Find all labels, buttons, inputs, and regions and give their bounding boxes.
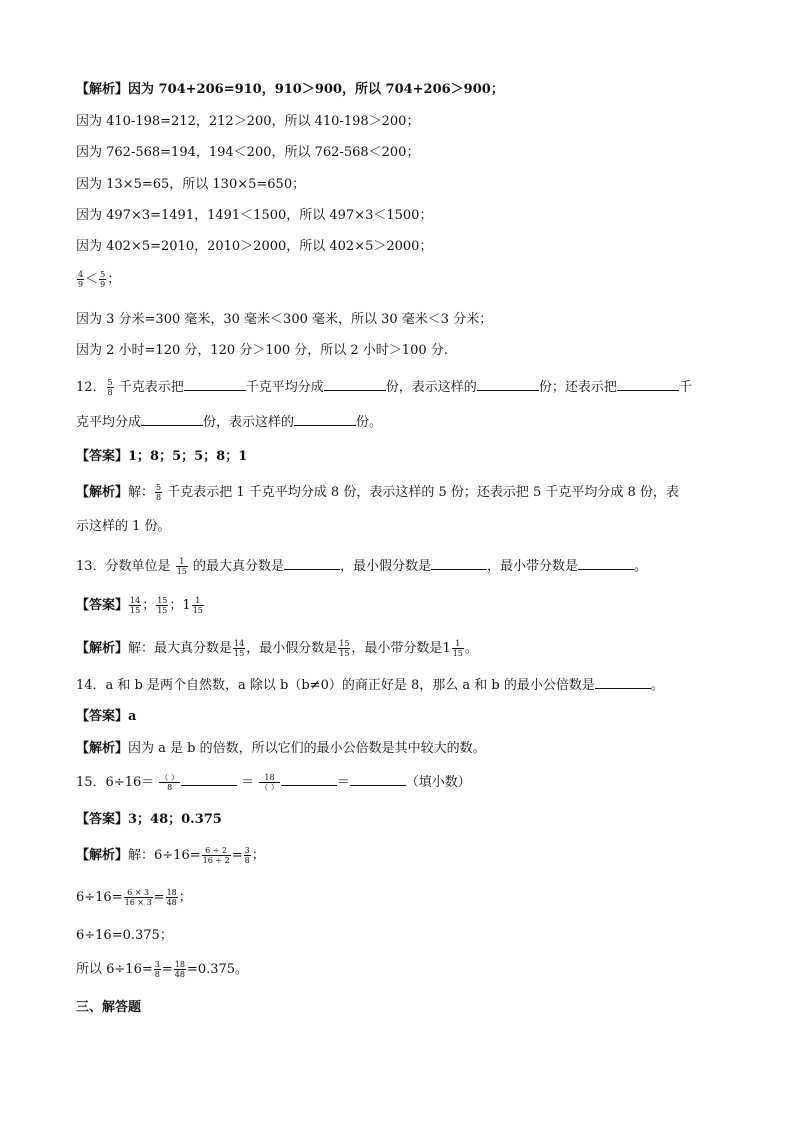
answer-blank[interactable] bbox=[324, 378, 386, 391]
answer-blank[interactable] bbox=[477, 378, 539, 391]
question-14: 14．a 和 b 是两个自然数，a 除以 b（b≠0）的商正好是 8，那么 a 和 b 的最小公倍数是 。 bbox=[76, 678, 664, 693]
analysis-15-4: 所以 6÷16= $\frac{3}{8}$ = $\frac{18}{48}$ =0.375。 bbox=[76, 960, 249, 979]
analysis-14: 【解析】因为 a 是 b 的倍数，所以它们的最小公倍数是其中较大的数。 bbox=[76, 741, 486, 756]
question-15: 15．6÷16＝ $\frac{( )}{8}$ ＝ $\frac{18}{( )}$ ＝ （填小数） bbox=[76, 773, 471, 792]
analysis-text: 【解析】因为 704+206=910，910＞900，所以 704+206＞900； bbox=[76, 82, 504, 97]
answer-blank[interactable] bbox=[181, 773, 237, 786]
fraction: $\frac{4}{9}$ bbox=[78, 270, 84, 289]
analysis-line-9: 因为 2 小时=120 分，120 分＞100 分，所以 2 小时＞100 分. bbox=[76, 343, 448, 358]
answer-13: 【答案】 $\frac{14}{15}$ ； $\frac{15}{15}$ ；1 $\frac{1}{15}$ bbox=[76, 596, 203, 615]
fraction: $\frac{3}{8}$ bbox=[244, 846, 250, 865]
fraction: $\frac{1}{15}$ bbox=[192, 596, 203, 615]
question-12: 12． $\frac{5}{8}$ 千克表示把 千克平均分成 份，表示这样的 份；还表示把 千 bbox=[76, 378, 692, 397]
answer-blank[interactable] bbox=[141, 413, 203, 426]
answer-15: 【答案】3；48；0.375 bbox=[76, 812, 222, 827]
fraction: $\frac{5}{9}$ bbox=[100, 270, 106, 289]
answer-14: 【答案】a bbox=[76, 709, 137, 724]
answer-12: 【答案】1；8；5；5；8；1 bbox=[76, 449, 248, 464]
answer-blank[interactable] bbox=[578, 557, 634, 570]
fraction: $\frac{18}{( )}$ bbox=[260, 773, 279, 792]
fraction: $\frac{14}{15}$ bbox=[234, 639, 245, 658]
analysis-12-cont: 示这样的 1 份。 bbox=[76, 519, 171, 534]
fraction: $\frac{15}{15}$ bbox=[339, 639, 350, 658]
fraction: $\frac{18}{48}$ bbox=[166, 888, 177, 907]
fraction: $\frac{1}{15}$ bbox=[452, 639, 463, 658]
analysis-13: 【解析】解：最大真分数是 $\frac{14}{15}$ ，最小假分数是 $\frac{15}{15}$ ，最小带分数是1 $\frac{1}{15}$ 。 bbox=[76, 639, 478, 658]
analysis-line-2: 因为 410-198=212，212＞200，所以 410-198＞200； bbox=[76, 114, 420, 129]
analysis-15-3: 6÷16=0.375； bbox=[76, 928, 173, 943]
answer-blank[interactable] bbox=[617, 378, 679, 391]
answer-blank[interactable] bbox=[284, 557, 340, 570]
fraction: $\frac{1}{15}$ bbox=[176, 557, 187, 576]
answer-blank[interactable] bbox=[350, 773, 406, 786]
analysis-line-5: 因为 497×3=1491，1491＜1500，所以 497×3＜1500； bbox=[76, 208, 433, 223]
analysis-line-6: 因为 402×5=2010，2010＞2000，所以 402×5＞2000； bbox=[76, 239, 433, 254]
answer-blank[interactable] bbox=[281, 773, 337, 786]
analysis-line-8: 因为 3 分米=300 毫米，30 毫米＜300 毫米，所以 30 毫米＜3 分米； bbox=[76, 312, 493, 327]
fraction: $\frac{6 \div 2}{16 \div 2}$ bbox=[202, 846, 230, 865]
fraction: $\frac{14}{15}$ bbox=[130, 596, 141, 615]
analysis-15-1: 【解析】解：6÷16= $\frac{6 \div 2}{16 \div 2}$ = $\frac{3}{8}$ ； bbox=[76, 846, 265, 865]
fraction: $\frac{6 \times 3}{16 \times 3}$ bbox=[124, 888, 152, 907]
answer-blank[interactable] bbox=[294, 413, 356, 426]
answer-blank[interactable] bbox=[595, 676, 651, 689]
fraction: $\frac{15}{15}$ bbox=[157, 596, 168, 615]
answer-blank[interactable] bbox=[431, 557, 487, 570]
fraction: $\frac{18}{48}$ bbox=[174, 960, 185, 979]
analysis-line-3: 因为 762-568=194，194＜200，所以 762-568＜200； bbox=[76, 145, 420, 160]
analysis-15-2: 6÷16= $\frac{6 \times 3}{16 \times 3}$ = $\frac{18}{48}$ ； bbox=[76, 888, 192, 907]
analysis-line-4: 因为 13×5=65，所以 130×5=650； bbox=[76, 177, 306, 192]
fraction: $\frac{5}{8}$ bbox=[156, 483, 162, 502]
answer-blank[interactable] bbox=[184, 378, 246, 391]
fraction: $\frac{5}{8}$ bbox=[107, 378, 113, 397]
analysis-line-7: $\frac{4}{9}$ ＜ $\frac{5}{9}$ ； bbox=[78, 270, 121, 289]
question-12-cont: 克平均分成 份，表示这样的 份。 bbox=[76, 415, 383, 430]
fraction: $\frac{3}{8}$ bbox=[154, 960, 160, 979]
section-heading: 三、解答题 bbox=[76, 1000, 142, 1015]
analysis-12: 【解析】解： $\frac{5}{8}$ 千克表示把 1 千克平均分成 8 份，表示这样的 5 份；还表示把 5 千克平均分成 8 份，表 bbox=[76, 483, 679, 502]
fraction: $\frac{( )}{8}$ bbox=[160, 773, 179, 792]
question-13: 13．分数单位是 $\frac{1}{15}$ 的最大真分数是 ，最小假分数是 ，最小带分数是 。 bbox=[76, 557, 648, 576]
analysis-line-1 bbox=[76, 80, 504, 100]
